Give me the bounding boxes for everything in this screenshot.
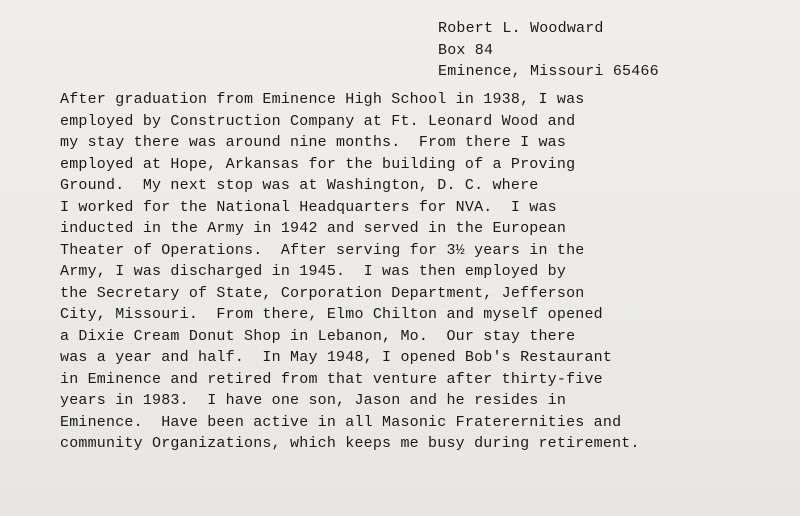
- return-address: [438, 18, 778, 83]
- body-line: City, Missouri. From there, Elmo Chilton and myself opened: [60, 306, 603, 323]
- body-line: I worked for the National Headquarters for NVA. I was: [60, 198, 557, 216]
- body-line: inducted in the Army in 1942 and served in the European: [60, 220, 567, 237]
- address-box: Box 84: [438, 41, 494, 59]
- body-line: Eminence. Have been active in all Masonic Fraterernities and: [60, 413, 622, 431]
- letter-body: [60, 89, 780, 455]
- body-line: a Dixie Cream Donut Shop in Lebanon, Mo. Our stay there: [60, 327, 576, 345]
- body-line: employed by Construction Company at Ft. Leonard Wood and: [60, 112, 576, 130]
- body-line: my stay there was around nine months. From there I was: [60, 134, 567, 151]
- body-line: was a year and half. In May 1948, I opened Bob's Restaurant: [60, 349, 613, 366]
- body-line: the Secretary of State, Corporation Department, Jefferson: [60, 284, 585, 302]
- address-city: Eminence, Missouri 65466: [438, 63, 659, 80]
- body-line: in Eminence and retired from that venture after thirty-five: [60, 370, 603, 388]
- body-line: years in 1983. I have one son, Jason and he resides in: [60, 392, 567, 409]
- body-line: Ground. My next stop was at Washington, D. C. where: [60, 177, 539, 194]
- body-line: Theater of Operations. After serving for 3½ years in the: [60, 241, 585, 259]
- body-line: employed at Hope, Arkansas for the building of a Proving: [60, 155, 576, 173]
- body-line: Army, I was discharged in 1945. I was then employed by: [60, 263, 567, 280]
- body-line: community Organizations, which keeps me busy during retirement.: [60, 435, 640, 452]
- body-line: After graduation from Eminence High School in 1938, I was: [60, 91, 585, 108]
- address-name: Robert L. Woodward: [438, 20, 604, 37]
